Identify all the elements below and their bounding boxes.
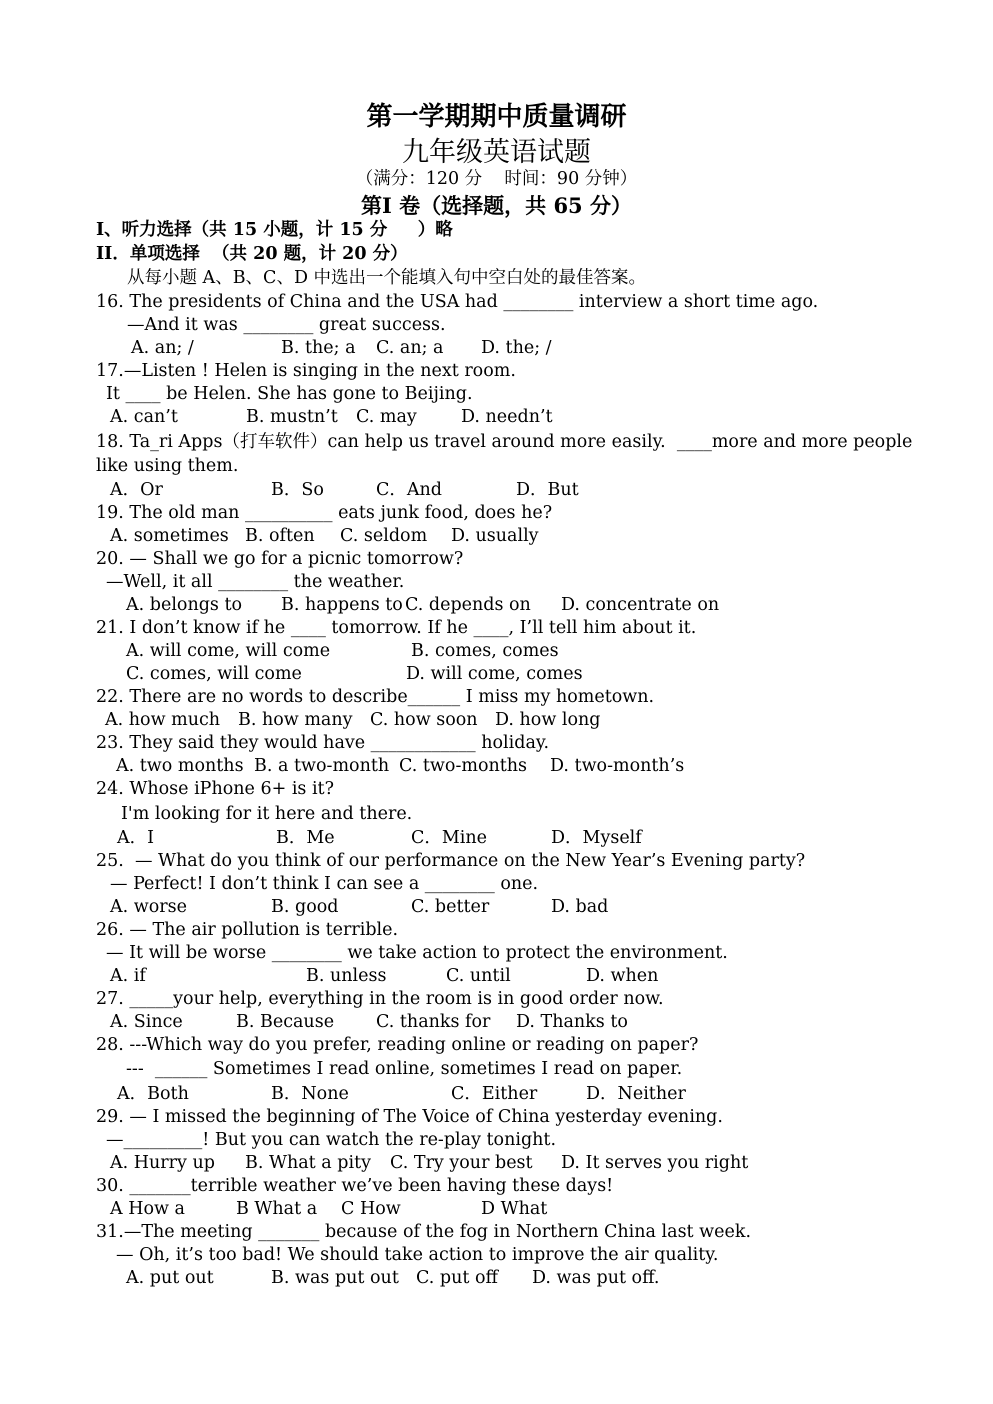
question-18-option-b: B．So	[271, 480, 324, 500]
question-17-option-d: D. needn’t	[461, 407, 553, 427]
question-26-line2: — It will be worse ________ we take action to protect the environment.	[106, 943, 728, 963]
question-16-option-b: B. the; a	[281, 338, 356, 358]
question-24-line2: I'm looking for it here and there.	[121, 804, 413, 824]
question-30-option-a: A How a	[110, 1199, 185, 1219]
question-24-option-c: C．Mine	[411, 828, 488, 848]
question-26-option-b: B. unless	[306, 966, 387, 986]
question-20-option-d: D. concentrate on	[561, 595, 720, 615]
question-18-option-d: D．But	[516, 480, 579, 500]
question-29-option-d: D. It serves you right	[561, 1153, 749, 1173]
question-28-option-b: B．None	[271, 1084, 349, 1104]
question-22-option-c: C. how soon	[370, 710, 478, 730]
question-17-option-c: C. may	[356, 407, 417, 427]
question-16-option-c: C. an; a	[376, 338, 444, 358]
question-23-option-d: D. two-month’s	[550, 756, 685, 776]
question-19-option-b: B. often	[245, 526, 315, 546]
question-21-option-a: A. will come, will come	[126, 641, 331, 661]
question-18-option-a: A．Or	[110, 480, 163, 500]
question-20-option-a: A. belongs to	[126, 595, 243, 615]
question-26-stem: 26. — The air pollution is terrible.	[96, 920, 399, 940]
question-28-option-a: A．Both	[117, 1084, 189, 1104]
question-19-stem: 19. The old man __________ eats junk food, does he?	[96, 503, 553, 523]
question-24-option-a: A．I	[117, 828, 155, 848]
question-31-option-b: B. was put out	[271, 1268, 399, 1288]
question-23-stem: 23. They said they would have ____________ holiday.	[96, 733, 550, 753]
question-24-option-d: D．Myself	[551, 828, 642, 848]
question-26-option-a: A. if	[110, 966, 146, 986]
question-25-line2: — Perfect! I don’t think I can see a ________ one.	[110, 874, 539, 894]
question-20-stem: 20. — Shall we go for a picnic tomorrow?	[96, 549, 464, 569]
question-29-option-b: B. What a pity	[245, 1153, 371, 1173]
question-25-stem: 25. — What do you think of our performance on the New Year’s Evening party?	[96, 851, 806, 871]
question-21-option-b: B. comes, comes	[411, 641, 559, 661]
question-21-option-c: C. comes, will come	[126, 664, 302, 684]
question-17-line2: It ____ be Helen. She has gone to Beijing.	[106, 384, 473, 404]
question-16-stem: 16. The presidents of China and the USA had ________ interview a short time ago.	[96, 292, 819, 312]
question-18-line2: like using them.	[96, 456, 239, 476]
question-27-stem: 27. _____your help, everything in the room is in good order now.	[96, 989, 664, 1009]
question-17-stem: 17.—Listen ! Helen is singing in the next room.	[96, 361, 516, 381]
question-23-option-b: B. a two-month	[254, 756, 390, 776]
question-27-option-d: D. Thanks to	[516, 1012, 628, 1032]
question-21-stem: 21. I don’t know if he ____ tomorrow. If he ____, I’ll tell him about it.	[96, 618, 697, 638]
question-16-line2: —And it was ________ great success.	[127, 315, 446, 335]
question-26-option-c: C. until	[446, 966, 511, 986]
question-22-option-d: D. how long	[495, 710, 601, 730]
question-27-option-a: A. Since	[110, 1012, 183, 1032]
question-22-stem: 22. There are no words to describe______ I miss my hometown.	[96, 687, 655, 707]
question-19-option-a: A. sometimes	[110, 526, 229, 546]
question-28-stem: 28. ---Which way do you prefer, reading online or reading on paper?	[96, 1035, 699, 1055]
question-29-stem: 29. — I missed the beginning of The Voice of China yesterday evening.	[96, 1107, 723, 1127]
question-25-option-d: D. bad	[551, 897, 609, 917]
question-28-option-d: D．Neither	[586, 1084, 686, 1104]
question-18-option-c: C．And	[376, 480, 443, 500]
part-heading: 第I 卷（选择题，共 65 分）	[361, 193, 632, 218]
question-25-option-c: C. better	[411, 897, 490, 917]
title-term: 第一学期期中质量调研	[366, 102, 627, 132]
question-23-option-a: A. two months	[116, 756, 244, 776]
question-16-option-d: D. the; /	[481, 338, 552, 358]
question-31-option-a: A. put out	[126, 1268, 214, 1288]
question-30-option-b: B What a	[236, 1199, 318, 1219]
question-31-option-d: D. was put off.	[532, 1268, 660, 1288]
question-19-option-c: C. seldom	[340, 526, 428, 546]
question-30-option-c: C How	[341, 1199, 401, 1219]
question-29-option-a: A. Hurry up	[110, 1153, 215, 1173]
question-24-option-b: B．Me	[276, 828, 335, 848]
question-22-option-a: A. how much	[105, 710, 221, 730]
question-25-option-a: A. worse	[110, 897, 187, 917]
question-31-option-c: C. put off	[416, 1268, 498, 1288]
question-27-option-b: B. Because	[236, 1012, 335, 1032]
question-20-line2: —Well, it all ________ the weather.	[106, 572, 405, 592]
question-19-option-d: D. usually	[451, 526, 539, 546]
section-listening: Ⅰ、听力选择（共 15 小题，计 15 分 ）略	[96, 220, 453, 240]
question-28-option-c: C．Either	[451, 1084, 538, 1104]
question-23-option-c: C. two-months	[399, 756, 528, 776]
question-17-option-b: B. mustn’t	[246, 407, 338, 427]
question-30-stem: 30. _______terrible weather we’ve been having these days!	[96, 1176, 614, 1196]
question-16-option-a: A. an; /	[131, 338, 194, 358]
question-18-stem: 18. Ta_ri Apps（打车软件）can help us travel around more easily. ____more and more people	[96, 432, 913, 452]
question-29-line2: —_________! But you can watch the re-play tonight.	[106, 1130, 557, 1150]
question-20-option-b: B. happens to	[281, 595, 403, 615]
question-29-option-c: C. Try your best	[390, 1153, 533, 1173]
question-20-option-c: C. depends on	[405, 595, 531, 615]
title-exam: 九年级英语试题	[402, 137, 591, 168]
question-17-option-a: A. can’t	[110, 407, 178, 427]
section-instruction: 从每小题 A、B、C、D 中选出一个能填入句中空白处的最佳答案。	[127, 268, 647, 288]
question-28-line2: --- ______ Sometimes I read online, sometimes I read on paper.	[126, 1059, 683, 1079]
question-31-line2: — Oh, it’s too bad! We should take action to improve the air quality.	[116, 1245, 719, 1265]
section-single-choice: II．单项选择 （共 20 题，计 20 分）	[96, 244, 408, 264]
question-25-option-b: B. good	[271, 897, 339, 917]
question-22-option-b: B. how many	[238, 710, 353, 730]
question-21-option-d: D. will come, comes	[406, 664, 583, 684]
question-30-option-d: D What	[481, 1199, 548, 1219]
question-31-stem: 31.—The meeting _______ because of the fog in Northern China last week.	[96, 1222, 752, 1242]
question-26-option-d: D. when	[586, 966, 659, 986]
question-27-option-c: C. thanks for	[376, 1012, 491, 1032]
question-24-stem: 24. Whose iPhone 6+ is it?	[96, 779, 334, 799]
exam-meta: （满分：120 分 时间：90 分钟）	[355, 169, 638, 189]
